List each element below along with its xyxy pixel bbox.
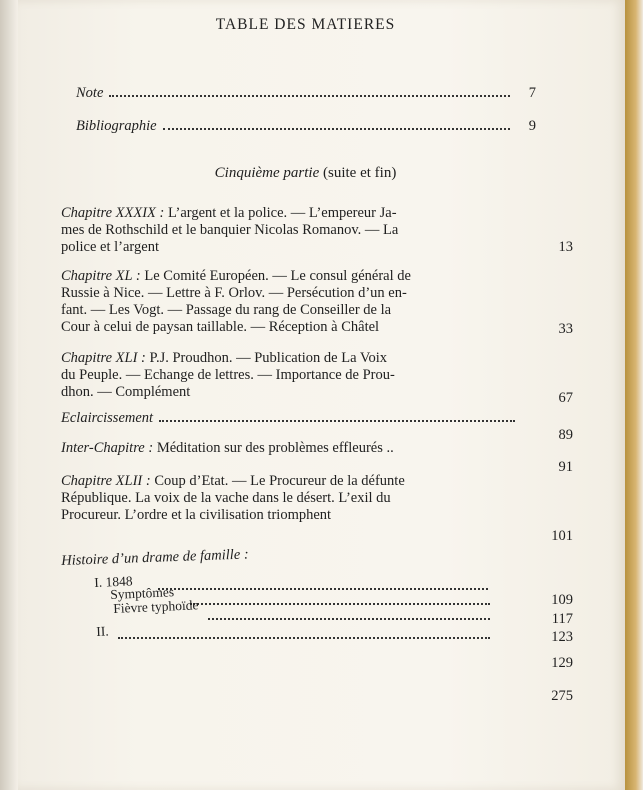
chapter-title: Chapitre XLI : [61,350,146,366]
chapter-line: Le Comité Européen. — Le consul général de [144,268,411,284]
chapter-line: P.J. Proudhon. — Publication de La Voix [149,350,387,366]
page-stack-edge [625,0,643,790]
chapter-line: fant. — Les Vogt. — Passage du rang de Conseiller de la [61,302,392,318]
leader-dots [190,602,490,605]
toc-entry-histoire [61,537,521,570]
toc-row-note[interactable] [76,85,536,102]
toc-entry-chapter-41[interactable] [61,350,521,401]
toc-label: Note [76,85,104,101]
chapter-line: Procureur. L’ordre et la civilisation triomphent [61,507,332,523]
leader-dots [118,636,490,639]
toc-subitem-symptomes[interactable]: Symptômes [110,584,175,602]
toc-page: 91 [558,459,573,475]
toc-page: 109 [551,592,573,608]
book-page [18,0,625,790]
toc-page: 9 [528,118,536,134]
toc-subitem-1848[interactable]: I. 1848 [94,573,133,590]
chapter-line: Coup d’Etat. — Le Procureur de la défunte [154,473,405,489]
section-subtitle: (suite et fin) [323,165,397,181]
toc-page: 7 [528,85,536,101]
leader-dots [159,419,515,422]
toc-entry-inter-chapitre[interactable] [61,440,521,457]
toc-entry-chapter-39[interactable] [61,205,521,256]
leader-dots [208,617,490,620]
toc-label: Bibliographie [76,118,157,134]
chapter-line: police et l’argent [61,239,159,255]
chapter-line: L’argent et la police. — L’empereur Ja- [167,205,397,221]
toc-page: 117 [551,611,573,627]
chapter-line: Russie à Nice. — Lettre à F. Orlov. — Persécution d’un en- [61,285,407,301]
toc-page: 129 [551,655,573,671]
leader-dots [163,127,510,130]
chapter-line: du Peuple. — Echange de lettres. — Importance de Prou- [61,367,395,383]
toc-page: 67 [558,390,573,406]
toc-page: 101 [551,528,573,544]
section-heading [18,165,593,182]
toc-page: 89 [558,427,573,443]
chapter-title: Chapitre XL : [61,268,141,284]
toc-page: 123 [551,629,573,645]
toc-subitem-ii[interactable]: II. [96,623,110,639]
toc-entry-chapter-42[interactable] [61,473,521,524]
chapter-line: République. La voix de la vache dans le désert. L’exil du [61,490,391,506]
chapter-title: Inter-Chapitre : [61,440,154,456]
chapter-line: Cour à celui de paysan taillable. — Réception à Châtel [61,319,380,335]
toc-row-bibliographie[interactable] [76,118,536,135]
chapter-line: dhon. — Complément [61,384,191,400]
chapter-line: Méditation sur des problèmes effleurés .. [156,440,394,456]
folio-page-number: 275 [551,688,573,704]
leader-dots [109,94,510,97]
chapter-title: Eclaircissement [61,410,154,426]
toc-page: 13 [558,239,573,255]
toc-subitem-fievre-typhoide[interactable]: Fièvre typhoïde [113,597,199,616]
chapter-title: Chapitre XXXIX : [61,205,165,221]
toc-entry-eclaircissement[interactable] [61,410,521,427]
section-title: Cinquième partie [214,165,320,181]
toc-entry-chapter-40[interactable] [61,268,521,336]
leader-dots [158,587,488,590]
toc-page: 33 [558,321,573,337]
chapter-title: Chapitre XLII : [61,473,151,489]
chapter-line: mes de Rothschild et le banquier Nicolas Romanov. — La [61,222,399,238]
histoire-title: Histoire d’un drame de famille : [61,546,249,569]
page-title: TABLE DES MATIERES [215,16,396,33]
